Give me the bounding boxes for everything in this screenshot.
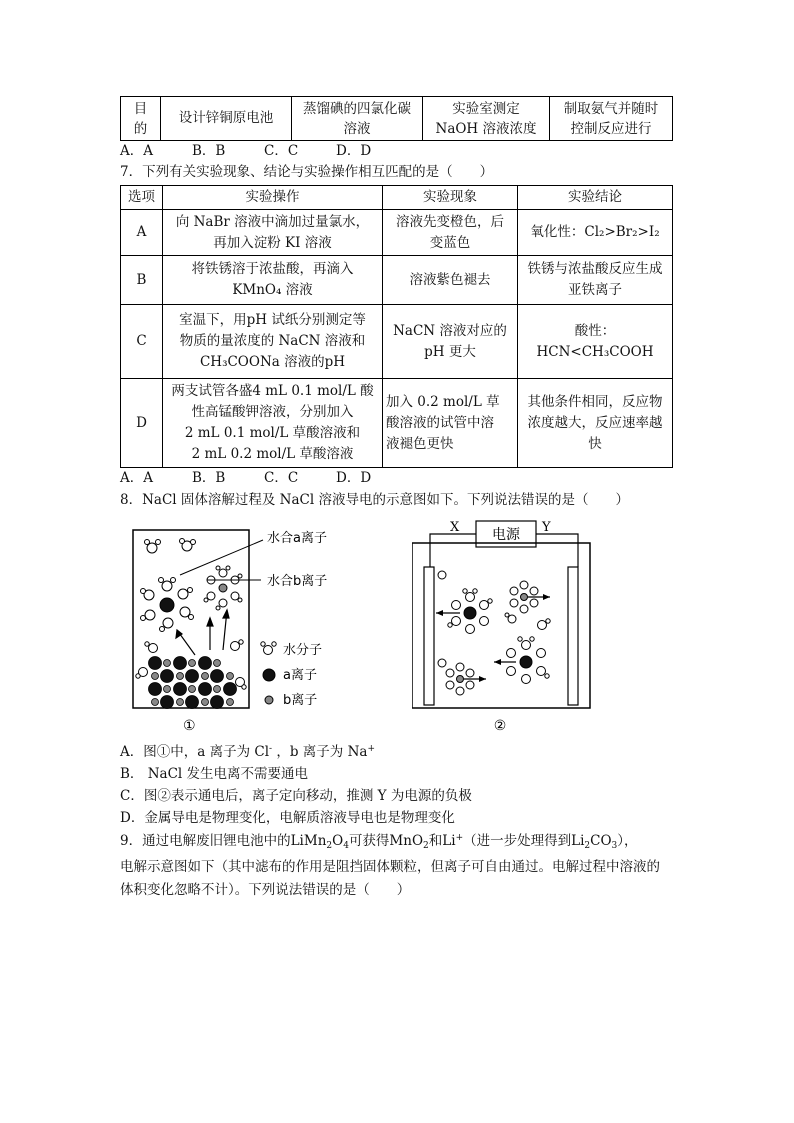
q6-options [120,141,408,162]
legend-a: a离子 [283,668,317,683]
q7-row-b-conclusion: 铁锈与浓盐酸反应生成 亚铁离子 [518,256,673,305]
q6-row-header: 目 的 [121,97,161,141]
q7-table [120,185,673,468]
legend-water: 水分子 [283,643,323,658]
q7-row-a-option: A [121,210,163,256]
q7-header-operation: 实验操作 [163,186,383,210]
figure-2-caption: ② [493,718,507,734]
q7-row-c-conclusion: 酸性： HCN<CH₃COOH [518,305,673,379]
table-row [121,256,673,305]
q7-option-b[interactable]: B．B [192,470,226,486]
q7-row-a-operation: 向 NaBr 溶液中滴加过量氯水， 再加入淀粉 KI 溶液 [163,210,383,256]
electrode-left [424,567,434,705]
q7-row-c-operation: 室温下，用pH 试纸分别测定等 物质的量浓度的 NaCN 溶液和 CH₃COONa 溶液的pH [163,305,383,379]
q7-header-option: 选项 [121,186,163,210]
q7-row-d-phenomenon: 加入 0.2 mol/L 草 酸溶液的试管中溶 液褪色更快 [383,379,518,468]
q8-option-c[interactable]: C．图②表示通电后，离子定向移动，推测 Y 为电源的负极 [120,788,472,804]
q7-row-d-option: D [121,379,163,468]
figure-1 [125,520,355,735]
q7-row-b-operation: 将铁锈溶于浓盐酸，再滴入 KMnO₄ 溶液 [163,256,383,305]
q8-option-d[interactable]: D．金属导电是物理变化，电解质溶液导电也是物理变化 [120,810,455,826]
label-y: Y [542,520,551,535]
q6-option-a[interactable]: A．A [120,143,153,159]
q7-row-c-option: C [121,305,163,379]
electrode-right [568,567,578,705]
q7-row-d-conclusion: 其他条件相同，反应物 浓度越大，反应速率越 快 [518,379,673,468]
power-label: 电源 [492,527,520,543]
label-hydrated-b: 水合b离子 [267,574,328,589]
q6-cell-a: 设计锌铜原电池 [161,97,292,141]
q6-option-d[interactable]: D．D [336,143,372,159]
figure-2 [412,515,602,735]
q7-row-c-phenomenon: NaCN 溶液对应的 pH 更大 [383,305,518,379]
q7-header-phenomenon: 实验现象 [383,186,518,210]
q6-cell-b: 蒸馏碘的四氯化碳 溶液 [292,97,423,141]
q7-header-conclusion: 实验结论 [518,186,673,210]
q7-stem: 7．下列有关实验现象、结论与实验操作相互匹配的是（ ） [120,164,494,180]
q7-row-d-operation: 两支试管各盛4 mL 0.1 mol/L 酸 性高锰酸钾溶液，分别加入 2 mL 0.1 mol/L 草酸溶液和 2 mL 0.2 mol/L 草酸溶液 [163,379,383,468]
table-row [121,210,673,256]
q7-row-b-option: B [121,256,163,305]
q7-row-b-phenomenon: 溶液紫色褪去 [383,256,518,305]
q7-row-a-phenomenon: 溶液先变橙色，后 变蓝色 [383,210,518,256]
figure-1-caption: ① [183,718,196,734]
q6-cell-c: 实验室测定 NaOH 溶液浓度 [423,97,550,141]
q7-option-d[interactable]: D．D [336,470,372,486]
label-x: X [450,520,460,535]
q9-stem-line-1: 9．通过电解废旧锂电池中的$LiMn_2O_4$可获得MnO$_2$和Li+（进一步处理得到$Li_2CO_3$）， [120,833,638,851]
q7-options [120,468,408,489]
table-row [121,379,673,468]
q9-stem-line-3: 体积变化忽略不计）。下列说法错误的是（ ） [120,882,411,898]
q7-option-c[interactable]: C．C [264,470,299,486]
q6-table [120,96,673,141]
q8-option-a[interactable]: A．图①中，a 离子为 Cl- ，b 离子为 Na+ [120,744,376,760]
label-hydrated-a: 水合a离子 [267,531,327,546]
q6-option-b[interactable]: B．B [192,143,226,159]
q7-row-a-conclusion: 氧化性：Cl₂>Br₂>I₂ [518,210,673,256]
q6-option-c[interactable]: C．C [264,143,299,159]
q7-option-a[interactable]: A．A [120,470,153,486]
q9-stem-line-2: 电解示意图如下（其中滤布的作用是阻挡固体颗粒，但离子可自由通过。电解过程中溶液的 [120,859,660,875]
q6-cell-d: 制取氨气并随时 控制反应进行 [550,97,673,141]
legend-b: b离子 [283,693,318,708]
q8-option-b[interactable]: B． NaCl 发生电离不需要通电 [120,766,309,782]
q8-stem: 8．NaCl 固体溶解过程及 NaCl 溶液导电的示意图如下。下列说法错误的是（ ） [120,492,629,508]
table-row [121,305,673,379]
